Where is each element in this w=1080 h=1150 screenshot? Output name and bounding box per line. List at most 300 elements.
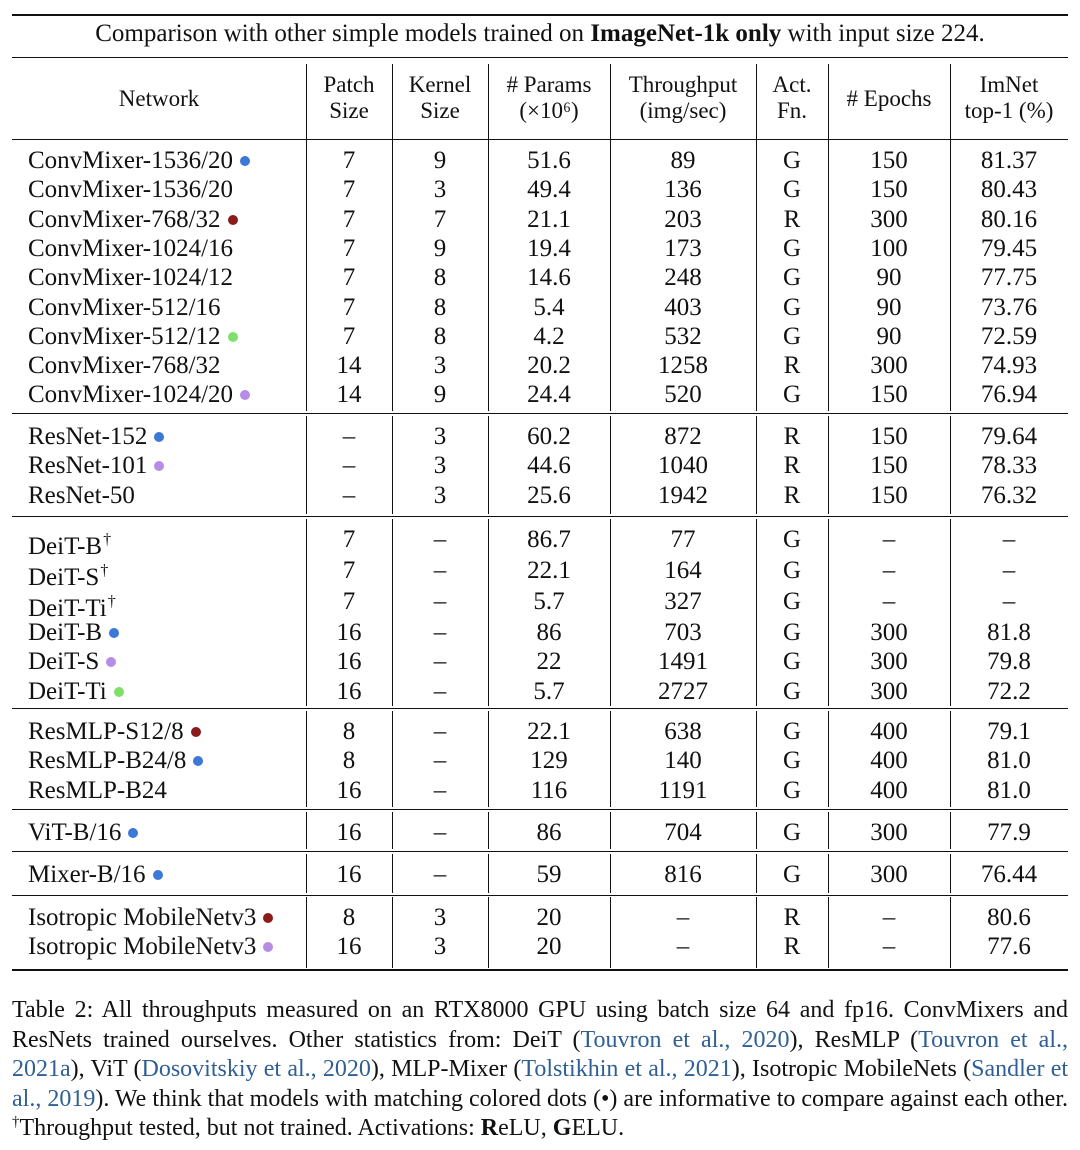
cell-epochs: – [882,557,896,584]
cell-epochs: 300 [870,352,908,380]
cell-throughput: 173 [664,234,702,262]
column-divider [756,812,757,849]
network-name [28,587,308,622]
column-divider [392,519,393,706]
cell-patch: 8 [342,747,356,775]
group-rule [12,895,1068,896]
column-divider [488,897,489,968]
network-name [28,860,308,889]
cell-act: R [783,452,801,480]
network-label: ConvMixer-768/32 [28,352,221,380]
group-rule [12,708,1068,709]
citation-link[interactable]: Tolstikhin et al., 2021 [521,1056,732,1082]
cell-params: 20 [536,904,562,931]
cell-patch: 16 [336,648,362,676]
network-label: ConvMixer-512/12 [28,322,221,350]
cell-params: 129 [530,747,568,775]
table-row [12,903,1068,932]
colored-dot-darkred [263,913,273,923]
cell-top1: 79.8 [987,648,1031,676]
cell-kernel: – [433,557,447,584]
cell-act: G [782,718,802,745]
network-name [28,146,308,175]
title-prefix: Comparison with other simple models trained on [95,20,591,47]
table-row [12,322,1068,351]
cell-kernel: – [433,747,447,775]
cell-kernel: 3 [433,423,447,450]
cell-top1: 79.45 [980,234,1038,262]
cell-act: G [782,648,802,676]
header-epochs: # Epochs [846,86,932,111]
cell-kernel: 7 [433,205,447,233]
column-divider [392,140,393,411]
cell-top1: 72.2 [987,677,1031,705]
cell-params: 60.2 [527,423,571,450]
colored-dot-blue [240,156,250,166]
cell-kernel: 3 [433,352,447,380]
cell-act: G [782,557,802,584]
cell-params: 86 [536,819,562,846]
cell-act: R [783,481,801,509]
column-divider [828,897,829,968]
cell-throughput: 89 [670,147,696,174]
cell-kernel: – [433,776,447,804]
colored-dot-purple [263,942,273,952]
table-row [12,776,1068,805]
table-row [12,380,1068,409]
network-name [28,293,308,322]
header-activation: Act. Fn. [772,72,812,123]
network-name [28,422,308,451]
cell-kernel: 8 [433,322,447,350]
table-row [12,717,1068,746]
cell-patch: 16 [336,677,362,705]
cell-throughput: 136 [664,176,702,204]
column-divider [392,897,393,968]
cell-act: G [782,526,802,553]
cell-throughput: 704 [664,819,702,846]
cell-kernel: – [433,588,447,615]
column-divider [610,140,611,411]
table-row [12,932,1068,961]
cell-epochs: – [882,526,896,553]
top-rule [12,14,1068,16]
cell-patch: 16 [336,619,362,646]
table-row [12,818,1068,847]
cell-epochs: 150 [870,176,908,204]
column-divider [828,64,829,139]
network-label: DeiT-S [28,564,100,591]
cell-params: 22.1 [527,718,571,745]
citation-link[interactable]: Sandler et al., 2019 [12,1056,1069,1112]
cell-params: 59 [536,861,562,888]
cell-kernel: 3 [433,481,447,509]
cell-epochs: 400 [870,718,908,745]
cell-params: 5.7 [533,588,565,615]
cell-act: R [783,205,801,233]
header-throughput: Throughput (img/sec) [628,72,738,123]
column-divider [488,854,489,893]
cell-params: 21.1 [527,205,571,233]
cell-epochs: – [882,588,896,615]
cell-act: G [782,322,802,350]
network-name [28,451,308,480]
citation-link[interactable]: Touvron et al., 2020 [580,1026,790,1053]
column-divider [306,854,307,893]
cell-params: 44.6 [527,452,571,480]
network-label: DeiT-S [28,648,100,676]
cell-params: 20 [536,933,562,961]
cell-act: R [783,933,801,961]
cell-patch: – [342,423,356,450]
network-label: DeiT-B [28,533,103,560]
cell-epochs: 300 [870,861,908,888]
cell-epochs: – [882,933,896,961]
column-divider [306,711,307,807]
column-divider [828,519,829,706]
cell-act: G [782,861,802,888]
colored-dot-purple [154,461,164,471]
cell-epochs: 400 [870,776,908,804]
cell-patch: – [342,452,356,480]
network-name [28,322,308,351]
column-divider [306,897,307,968]
cell-top1: 72.59 [980,322,1038,350]
cell-act: G [782,147,802,174]
network-label: ResMLP-B24 [28,776,167,804]
cell-throughput: 1942 [658,481,708,509]
colored-dot-purple [106,657,116,667]
network-name [28,677,308,706]
cell-params: 19.4 [527,234,571,262]
group-rule [12,851,1068,852]
cell-top1: 76.32 [980,481,1038,509]
table-row [12,618,1068,647]
cell-patch: 7 [342,147,356,174]
cell-top1: 79.1 [987,718,1031,745]
cell-params: 49.4 [527,176,571,204]
cell-act: G [782,619,802,646]
column-divider [950,519,951,706]
column-divider [488,140,489,411]
cell-params: 24.4 [527,381,571,409]
cell-patch: 16 [336,819,362,846]
column-divider [488,416,489,514]
cell-epochs: 300 [870,819,908,846]
cell-act: G [782,234,802,262]
column-divider [828,854,829,893]
table-row [12,587,1068,622]
column-divider [828,711,829,807]
column-divider [828,140,829,411]
cell-throughput: 1040 [658,452,708,480]
network-name [28,380,308,409]
cell-epochs: 400 [870,747,908,775]
network-name [28,481,308,510]
cell-throughput: 520 [664,381,702,409]
column-divider [756,64,757,139]
network-label: ResNet-152 [28,423,148,450]
column-divider [828,416,829,514]
cell-act: G [782,176,802,204]
cell-params: 86 [536,619,562,646]
cell-throughput: 1258 [658,352,708,380]
cell-throughput: 816 [664,861,702,888]
title-suffix: with input size 224. [781,20,985,47]
column-divider [610,897,611,968]
cell-top1: 77.6 [987,933,1031,961]
network-label: ConvMixer-768/32 [28,205,221,233]
cell-top1: 81.8 [987,619,1031,646]
cell-throughput: 2727 [658,677,708,705]
cell-epochs: 90 [876,322,902,350]
table-row [12,451,1068,480]
cell-throughput: 248 [664,264,702,292]
header-rule [12,139,1068,140]
table-row [12,647,1068,676]
network-name [28,932,308,961]
cell-epochs: 150 [870,147,908,174]
column-divider [756,416,757,514]
column-divider [610,519,611,706]
column-divider [950,897,951,968]
column-divider [392,711,393,807]
cell-throughput: 77 [670,526,696,553]
column-divider [950,711,951,807]
cell-throughput: 203 [664,205,702,233]
cell-params: 20.2 [527,352,571,380]
column-divider [950,854,951,893]
column-divider [828,812,829,849]
column-divider [610,711,611,807]
cell-kernel: 8 [433,264,447,292]
table-row [12,677,1068,706]
cell-epochs: 150 [870,381,908,409]
column-divider [610,64,611,139]
group-rule [12,516,1068,517]
cell-kernel: – [433,619,447,646]
network-name [28,525,308,560]
column-divider [950,416,951,514]
cell-kernel: 9 [433,234,447,262]
network-label: ResNet-50 [28,481,135,509]
cell-kernel: 9 [433,147,447,174]
cell-patch: 7 [342,264,356,292]
network-name [28,647,308,676]
network-name [28,205,308,234]
column-divider [306,64,307,139]
colored-dot-blue [109,628,119,638]
cell-kernel: 3 [433,904,447,931]
column-divider [756,519,757,706]
network-label: ConvMixer-1536/20 [28,176,234,204]
network-name [28,776,308,805]
column-divider [610,854,611,893]
cell-top1: – [1002,526,1016,553]
cell-throughput: 327 [664,588,702,615]
cell-kernel: – [433,677,447,705]
column-divider [950,812,951,849]
colored-dot-blue [153,870,163,880]
cell-params: 5.7 [533,677,565,705]
network-name [28,175,308,204]
column-divider [610,812,611,849]
network-label: DeiT-Ti [28,595,107,622]
cell-top1: – [1002,588,1016,615]
header-patch-size: Patch Size [323,72,375,123]
cell-patch: 7 [342,234,356,262]
header-network: Network [118,86,200,111]
cell-throughput: 164 [664,557,702,584]
cell-top1: 78.33 [980,452,1038,480]
cell-act: G [782,293,802,321]
cell-epochs: 90 [876,264,902,292]
cell-patch: 7 [342,322,356,350]
cell-params: 51.6 [527,147,571,174]
cell-params: 22 [536,648,562,676]
cell-epochs: – [882,904,896,931]
group-rule [12,413,1068,414]
cell-kernel: 3 [433,452,447,480]
title-bold: ImageNet-1k only [590,20,782,47]
cell-epochs: 150 [870,452,908,480]
cell-throughput: 703 [664,619,702,646]
cell-patch: 14 [336,381,362,409]
network-label: ConvMixer-1024/20 [28,381,234,409]
network-name [28,234,308,263]
cell-params: 25.6 [527,481,571,509]
cell-kernel: 3 [433,933,447,961]
network-label: ResNet-101 [28,452,148,480]
cell-patch: – [342,481,356,509]
column-divider [756,854,757,893]
cell-top1: 80.43 [980,176,1038,204]
header-imnet-top1: ImNet top-1 (%) [964,72,1054,123]
cell-kernel: 9 [433,381,447,409]
cell-act: R [783,352,801,380]
column-divider [488,519,489,706]
cell-top1: 76.94 [980,381,1038,409]
table-row [12,205,1068,234]
cell-epochs: 100 [870,234,908,262]
column-divider [488,711,489,807]
table-row [12,422,1068,451]
cell-params: 5.4 [533,293,565,321]
cell-throughput: 638 [664,718,702,745]
column-divider [488,64,489,139]
network-label: ConvMixer-1024/12 [28,264,234,292]
cell-params: 116 [530,776,568,804]
cell-top1: 73.76 [980,293,1038,321]
cell-act: G [782,264,802,292]
cell-top1: 79.64 [980,423,1038,450]
cell-throughput: 532 [664,322,702,350]
citation-link[interactable]: Touvron et al., 2021a [12,1026,1068,1082]
cell-params: 22.1 [527,557,571,584]
cell-params: 86.7 [527,526,571,553]
group-rule [12,809,1068,810]
table-row [12,525,1068,560]
network-label: Mixer-B/16 [28,861,146,888]
cell-patch: 7 [342,176,356,204]
dagger-mark: † [100,562,109,579]
column-divider [306,812,307,849]
table-row [12,746,1068,775]
colored-dot-blue [128,828,138,838]
cell-act: R [783,904,801,931]
cell-params: 14.6 [527,264,571,292]
cell-kernel: 8 [433,293,447,321]
network-label: DeiT-B [28,619,103,646]
column-divider [756,897,757,968]
title-rule [12,57,1068,58]
column-divider [610,416,611,514]
column-divider [950,64,951,139]
citation-link[interactable]: Dosovitskiy et al., 2020 [141,1056,371,1082]
cell-top1: – [1002,557,1016,584]
header-params: # Params (×10⁶) [506,72,592,123]
cell-epochs: 150 [870,423,908,450]
column-divider [306,140,307,411]
cell-patch: 7 [342,588,356,615]
cell-act: G [782,588,802,615]
cell-epochs: 300 [870,619,908,646]
colored-dot-darkred [228,215,238,225]
cell-throughput: 403 [664,293,702,321]
cell-top1: 80.6 [987,904,1031,931]
column-divider [392,812,393,849]
cell-act: G [782,776,802,804]
cell-throughput: 872 [664,423,702,450]
cell-throughput: 1491 [658,648,708,676]
cell-epochs: 150 [870,481,908,509]
table-row [12,263,1068,292]
cell-kernel: – [433,718,447,745]
colored-dot-blue [193,756,203,766]
cell-kernel: 3 [433,176,447,204]
cell-kernel: – [433,819,447,846]
network-label: Isotropic MobileNetv3 [28,933,257,961]
colored-dot-purple [240,390,250,400]
cell-top1: 81.0 [987,747,1031,775]
cell-top1: 77.9 [987,819,1031,846]
colored-dot-darkred [191,727,201,737]
column-divider [488,812,489,849]
table-row [12,351,1068,380]
cell-top1: 81.37 [980,147,1038,174]
cell-patch: 8 [342,718,356,745]
network-label: ResMLP-B24/8 [28,747,187,775]
cell-top1: 76.44 [980,861,1038,888]
cell-top1: 74.93 [980,352,1038,380]
column-divider [306,519,307,706]
cell-patch: 7 [342,526,356,553]
network-name [28,903,308,932]
cell-params: 4.2 [533,322,565,350]
network-label: ConvMixer-512/16 [28,293,221,321]
cell-kernel: – [433,648,447,676]
column-divider [306,416,307,514]
column-divider [392,416,393,514]
cell-top1: 80.16 [980,205,1038,233]
network-name [28,746,308,775]
table-row [12,556,1068,591]
cell-act: G [782,819,802,846]
network-name [28,717,308,746]
cell-patch: 16 [336,776,362,804]
column-divider [756,711,757,807]
cell-throughput: 1191 [658,776,708,804]
